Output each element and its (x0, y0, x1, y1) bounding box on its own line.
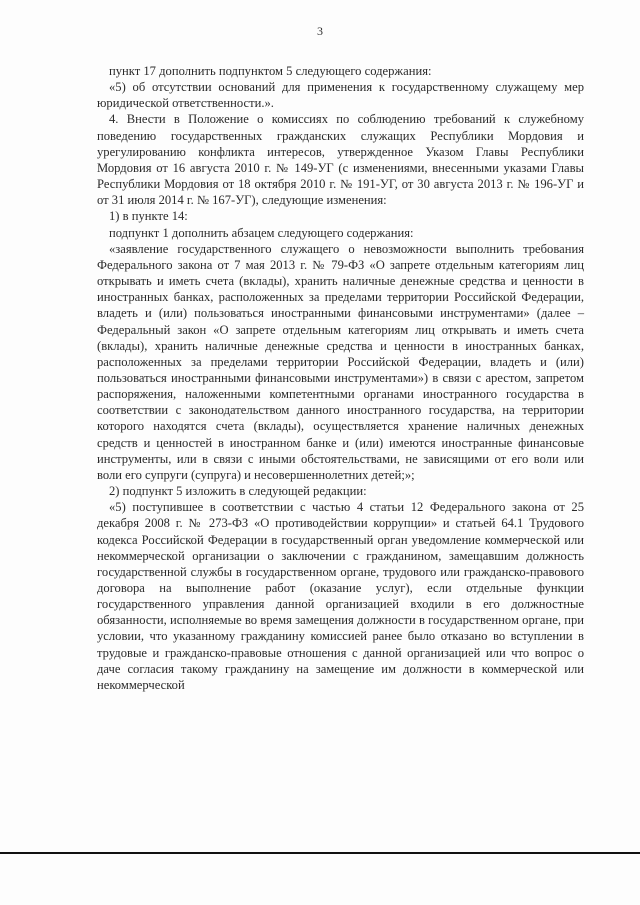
paragraph-4: 1) в пункте 14: (109, 209, 188, 224)
paragraph-5: подпункт 1 дополнить абзацем следующего содержания: (109, 225, 414, 240)
paragraph-2: «5) об отсутствии оснований для применения к государственному служащему мер юридической ответственности.». (97, 80, 584, 111)
paragraph-7: 2) подпункт 5 изложить в следующей редакции: (109, 484, 367, 499)
page-number: 3 (317, 24, 323, 38)
paragraph-3: 4. Внести в Положение о комиссиях по соблюдению требований к служебному поведению государственных гражданских служащих Республики Мордовия и урегулированию конфликта интересов, утвержденное Указом Главы Республики Мордовия от 16 августа 2010 г. № 149-УГ (с изменениями, внесенными указами Главы Республики Мордовия от 18 октября 2010 г. № 191-УГ, от 30 августа 2013 г. № 196-УГ и от 31 июля 2014 г. № 167-УГ), следующие изменения: (97, 112, 584, 208)
paragraph-6: «заявление государственного служащего о невозможности выполнить требования Федерального закона от 7 мая 2013 г. № 79-ФЗ «О запрете отдельным категориям лиц открывать и иметь счета (вклады), хранить наличные денежные средства и ценности в иностранных банках, расположенных за пределами территории Российской Федерации, владеть и (или) пользоваться иностранными финансовыми инструментами» (далее – Федеральный закон «О запрете отдельным категориям лиц открывать и иметь счета (вклады), хранить наличные денежные средства и ценности в иностранных банках, расположенных за пределами территории Российской Федерации, владеть и (или) пользоваться иностранными финансовыми инструментами») в связи с арестом, запретом распоряжения, наложенными компетентными органами иностранного государства в соответствии с законодательством данного иностранного государства, на территории которого находятся счета (вклады), осуществляется хранение наличных денежных средств и ценностей в иностранном банке и (или) имеются иностранные финансовые инструменты, или в связи с иными обстоятельствами, не зависящими от его воли или воли его супруги (супруга) и несовершеннолетних детей;»; (97, 241, 584, 482)
page-bottom-divider (0, 852, 640, 854)
paragraph-8: «5) поступившее в соответствии с частью 4 статьи 12 Федерального закона от 25 декабря 2008 г. № 273-ФЗ «О противодействии коррупции» и статьей 64.1 Трудового кодекса Российской Федерации в государственный орган уведомление коммерческой или некоммерческой организации о заключении с гражданином, замещавшим должность государственной службы в государственном органе, трудового или гражданско-правового договора на выполнение работ (оказание услуг), если отдельные функции государственного управления данной организацией входили в его должностные обязанности, исполняемые во время замещения должности в государственном органе, при условии, что указанному гражданину комиссией ранее было отказано во вступлении в трудовые и гражданско-правовые отношения с данной организацией или что вопрос о даче согласия такому гражданину на замещение им должности в коммерческой или некоммерческой (97, 500, 584, 692)
paragraph-1: пункт 17 дополнить подпунктом 5 следующего содержания: (109, 64, 432, 78)
document-body (97, 63, 584, 693)
